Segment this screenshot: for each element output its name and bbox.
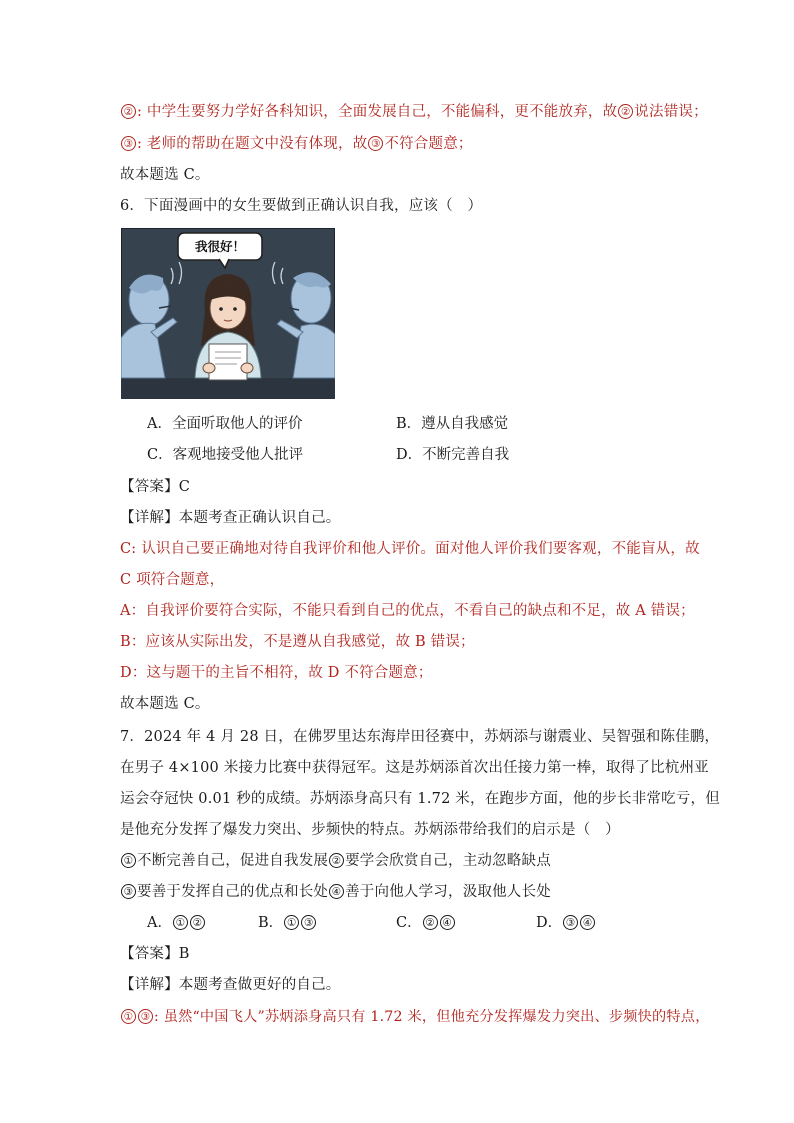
q6-option-d: D．不断完善自我 <box>396 447 510 463</box>
conclusion-line: 故本题选 C。 <box>120 167 210 183</box>
q6-explanation-a: A：自我评价要符合实际，不能只看到自己的优点，不看自己的缺点和不足，故 A 错误； <box>120 603 695 619</box>
circled-number: ④ <box>580 915 595 930</box>
q7-statements-1: ① 不断完善自己，促进自我发展 ② 要学会欣赏自己，主动忽略缺点 <box>120 851 551 871</box>
circled-number: ④ <box>440 915 455 930</box>
question-7-line-4: 是他充分发挥了爆发力突出、步频快的特点。苏炳添带给我们的启示是（ ） <box>120 822 620 838</box>
circled-number: ① <box>121 853 136 868</box>
circled-number: ① <box>173 915 188 930</box>
circled-number: ③ <box>301 915 316 930</box>
q7-option-a: A． ① ② <box>147 913 206 933</box>
question-7-line-2: 在男子 4×100 米接力比赛中获得冠军。这是苏炳添首次出任接力第一棒，取得了比杭州亚 <box>120 760 709 776</box>
q7-option-c: C． ② ④ <box>396 913 456 933</box>
q7-explanation: ① ③ : 虽然“中国飞人”苏炳添身高只有 1.72 米，但他充分发挥爆发力突出、步频快的特点， <box>120 1007 710 1027</box>
circled-number: ② <box>618 104 633 119</box>
q6-explanation-c2: C 项符合题意， <box>120 572 225 588</box>
circled-number: ② <box>423 915 438 930</box>
q6-conclusion: 故本题选 C。 <box>120 696 210 712</box>
question-6: 6．下面漫画中的女生要做到正确认识自我，应该（ ） <box>120 198 483 214</box>
circled-number: ① <box>284 915 299 930</box>
question-7-line-3: 运会夺冠快 0.01 秒的成绩。苏炳添身高只有 1.72 米，在跑步方面，他的步长非常吃亏，但 <box>120 791 720 807</box>
q6-option-a: A．全面听取他人的评价 <box>147 416 303 432</box>
question-7-line-1: 7．2024 年 4 月 28 日，在佛罗里达东海岸田径赛中，苏炳添与谢震业、吴智强和陈佳鹏， <box>120 729 720 745</box>
circled-number: ④ <box>329 884 344 899</box>
explanation-line-3: ③ : 老师的帮助在题文中没有体现，故 ③ 不符合题意； <box>120 134 473 154</box>
q6-explanation-c1: C: 认识自己要正确地对待自我评价和他人评价。面对他人评价我们要客观，不能盲从，故 <box>120 541 700 557</box>
q7-option-b: B． ① ③ <box>258 913 317 933</box>
q7-answer: 【答案】B <box>120 946 190 962</box>
speech-bubble-text: 我很好！ <box>194 239 246 254</box>
q6-explanation-d: D：这与题干的主旨不相符，故 D 不符合题意； <box>120 665 433 681</box>
q6-option-c: C．客观地接受他人批评 <box>147 447 304 463</box>
circled-number: ② <box>190 915 205 930</box>
q6-option-b: B．遵从自我感觉 <box>396 416 509 432</box>
q7-detail: 【详解】本题考查做更好的自己。 <box>120 977 341 993</box>
q7-statements-2: ③ 要善于发挥自己的优点和长处 ④ 善于向他人学习，汲取他人长处 <box>120 882 551 902</box>
circled-number: ③ <box>121 884 136 899</box>
circled-number: ③ <box>563 915 578 930</box>
cartoon-image <box>121 228 335 399</box>
q6-explanation-b: B：应该从实际出发，不是遵从自我感觉，故 B 错误； <box>120 634 475 650</box>
circled-number: ① <box>121 1009 136 1024</box>
q7-option-d: D． ③ ④ <box>536 913 596 933</box>
circled-number: ② <box>121 104 136 119</box>
circled-number: ③ <box>138 1009 153 1024</box>
q6-detail: 【详解】本题考查正确认识自己。 <box>120 510 341 526</box>
explanation-line-2: ② : 中学生要努力学好各科知识，全面发展自己，不能偏科，更不能放弃，故 ② 说法错误； <box>120 102 708 122</box>
circled-number: ③ <box>121 136 136 151</box>
q6-answer: 【答案】C <box>120 479 191 495</box>
circled-number: ② <box>329 853 344 868</box>
circled-number: ③ <box>368 136 383 151</box>
